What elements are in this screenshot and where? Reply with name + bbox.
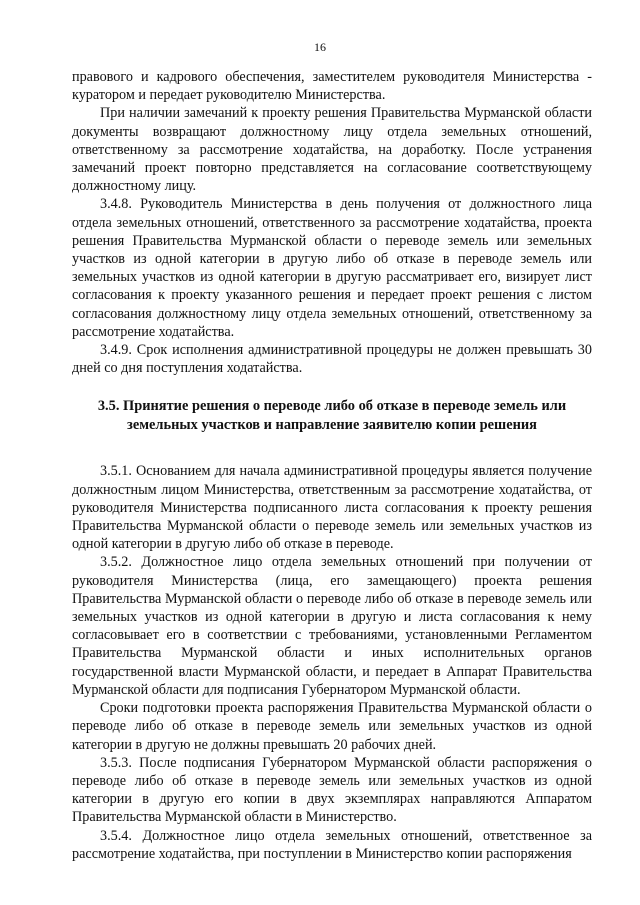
paragraph-3-5-3: 3.5.3. После подписания Губернатором Мурманской области распоряжения о переводе либо об отказе в переводе земель или земельных участков из одной категории в другую его копии в двух экземплярах направляются Аппаратом Правительства Мурманской области в Министерство.	[72, 754, 592, 826]
paragraph-3-4-8: 3.4.8. Руководитель Министерства в день получения от должностного лица отдела земельных отношений, ответственного за рассмотрение ходатайства, проекта решения Правительства Мурманской области о переводе земель или земельных участков из одной категории в другую либо об отказе в переводе земель или земельных участков из одной категории в другую рассматривает его, визирует лист согласования к проекту указанного решения и передает проект решения с листом согласования должностному лицу отдела земельных отношений, ответственному за рассмотрение ходатайства.	[72, 196, 592, 340]
paragraph-deadlines: Сроки подготовки проекта распоряжения Правительства Мурманской области о переводе либо об отказе в переводе земель или земельных участков из одной категории в другую не должны превышать 20 рабочих дней.	[72, 700, 592, 753]
paragraph-3-4-9: 3.4.9. Срок исполнения административной процедуры не должен превышать 30 дней со дня поступления ходатайства.	[72, 342, 592, 377]
paragraph-3-5-2: 3.5.2. Должностное лицо отдела земельных отношений при получении от руководителя Министерства (лица, его замещающего) проекта решения Правительства Мурманской области о переводе либо об отказе в переводе земель или земельных участков из одной категории в другую и листа согласования к нему согласовывает его в соответствии с требованиями, установленными Регламентом Правительства Мурманской области и иных исполнительных органов государственной власти Мурманской области, и передает в Аппарат Правительства Мурманской области для подписания Губернатором Мурманской области.	[72, 554, 592, 698]
paragraph-3-5-1: 3.5.1. Основанием для начала административной процедуры является получение должностным лицом Министерства, ответственным за рассмотрение ходатайства, от руководителя Министерства подписанного листа согласования к проекту решения Правительства Мурманской области о переводе земель или земельных участков из одной категории в другую либо об отказе в переводе.	[72, 463, 592, 553]
paragraph-3-5-4: 3.5.4. Должностное лицо отдела земельных отношений, ответственное за рассмотрение ходатайства, при поступлении в Министерство копии распоряжения	[72, 827, 592, 862]
section-heading-3-5: 3.5. Принятие решения о переводе либо об отказе в переводе земель или земельных участков и направление заявителю копии решения	[97, 398, 567, 433]
page-number: 16	[314, 40, 326, 54]
paragraph-remarks: При наличии замечаний к проекту решения Правительства Мурманской области документы возвращают должностному лицу отдела земельных отношений, ответственному за рассмотрение ходатайства, на доработку. После устранения замечаний проект повторно представляется на согласование соответствующему должностному лицу.	[72, 105, 592, 195]
paragraph-continuation: правового и кадрового обеспечения, заместителем руководителя Министерства - куратором и передает руководителю Министерства.	[72, 69, 592, 104]
document-body	[72, 68, 592, 863]
